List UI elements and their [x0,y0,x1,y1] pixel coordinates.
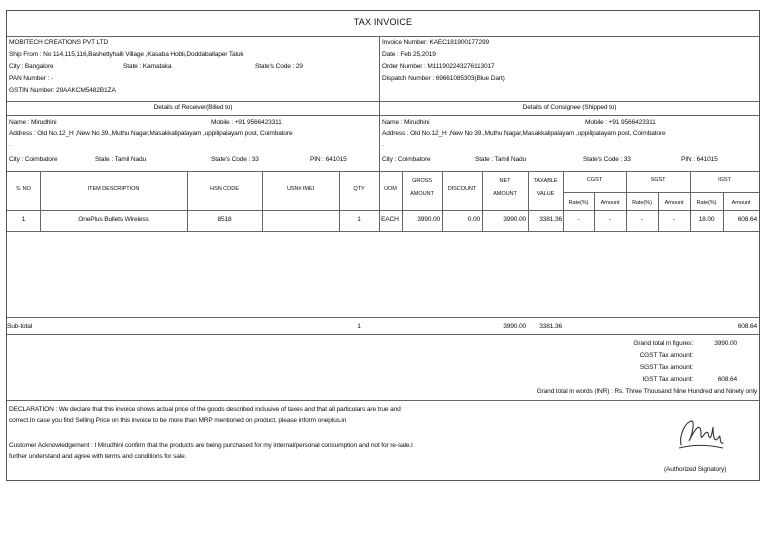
col-gross-2: AMOUNT [410,191,434,197]
row-cgst-rate: - [577,216,580,223]
seller-gstin: GSTIN Number: 29AAKCM5482B1ZA [9,87,116,94]
col-igst-rate: Rate(%) [696,200,717,206]
col-cgst-amount: Amount [600,200,620,206]
receiver-state-code: State's Code : 33 [211,156,259,163]
subtotal-net: 3990.00 [503,323,526,330]
declaration-line-1: DECLARATION : We declare that this invoice shows actual price of the goods described inclusive of taxes and that all particulars are true and [9,406,401,413]
consignee-pin: PIN : 641015 [681,156,718,163]
consignee-address: Address : Old No.12_H ,New No 39.,Muthu Nagar,Masakkalipalayam ,uppilipalayam post, Coimbatore [382,130,666,137]
seller-city: City : Bangalore [9,63,54,70]
receiver-mobile: Mobile : +91 9566423311 [211,119,282,126]
signature-image [675,415,727,453]
receiver-address: Address : Old No.12_H ,New No 39.,Muthu Nagar,Masakkalipalayam ,uppilipalayam post, Coimbatore [9,130,293,137]
col-igst: IGST [718,177,731,183]
consignee-city: City : Coimbatore [382,156,431,163]
row-igst-rate: 18.00 [698,216,715,223]
subtotal-label: Sub-total [7,323,33,330]
row-qty: 1 [357,216,361,223]
grand-total-words: Grand total in words (INR) : Rs. Three Thousand Nine Hundred and Ninety only [536,388,757,395]
col-cgst-rate: Rate(%) [568,200,589,206]
row-taxable: 3381.36 [539,216,562,223]
declaration-line-2: correct.In case you find Selling Price on this invoice to be more than MRP mentioned on product, please inform oneplus.in [9,417,347,424]
col-gross-1: GROSS [412,178,432,184]
consignee-name: Name : Mirudhini [382,119,430,126]
col-sno: S. NO [16,186,31,192]
igst-total: 608.64 [717,376,737,383]
col-taxable-1: TAXABLE [533,178,558,184]
invoice-number: Invoice Number: KAEC181900177299 [382,39,490,46]
authorized-signatory: (Authorized Signatory) [664,466,727,473]
row-uom: EACH [381,216,399,223]
consignee-address-cont: . [382,141,384,148]
invoice-sheet [6,10,760,481]
seller-pan: PAN Number : - [9,75,53,82]
row-sgst-amount: - [672,216,676,223]
col-net-2: AMOUNT [493,191,517,197]
col-sgst-amount: Amount [664,200,684,206]
col-hsn: HSN CODE [210,186,239,192]
receiver-heading: Details of Receiver(Billed to) [153,104,233,111]
dispatch-number: Dispatch Number : 69661085303(Blue Dart) [382,75,505,82]
invoice-title: TAX INVOICE [353,17,413,27]
row-net: 3990.00 [503,216,526,223]
col-sgst-rate: Rate(%) [632,200,652,206]
acknowledgement-line-2: further understand and agree with terms and conditions for sale. [9,453,187,460]
acknowledgement-line-1: Customer Acknowledgement : I Mirudhini confirm that the products are being purchased for my internal/personal consumption and not for re-sale.I [9,442,413,449]
seller-state-code: State's Code : 29 [255,63,303,70]
consignee-state-code: State's Code : 33 [583,156,631,163]
seller-state: State : Karnataka [123,63,172,70]
seller-name: MOBITECH CREATIONS PVT LTD [9,39,109,46]
subtotal-qty: 1 [357,323,361,330]
receiver-city: City : Coimbatore [9,156,58,163]
row-cgst-amount: - [608,216,612,223]
col-taxable-2: VALUE [536,191,555,197]
row-igst-amount: 608.64 [737,216,757,223]
grand-total-figures: 3990.00 [714,340,737,347]
seller-ship-from: Ship From : No 114,115,116,Bashettyhalli Village ,Kasaba Hobli,Doddaballaper Taluk [9,51,244,58]
col-uom: UOM [384,186,397,192]
row-item: OnePlus Bullets Wireless [78,216,149,223]
row-hsn: 8518 [217,216,232,223]
receiver-name: Name : Mirudhini [9,119,57,126]
col-sgst: SGST [650,177,666,183]
col-net-1: NET [499,178,511,184]
col-qty: QTY [353,186,365,192]
grand-total-figures-label: Grand total in figures: [633,340,693,347]
consignee-state: State : Tamil Nadu [475,156,527,163]
sgst-total-label: SGST Tax amount: [639,364,693,371]
consignee-mobile: Mobile : +91 9566423311 [585,119,656,126]
order-number: Order Number : M111902243276113017 [382,63,495,70]
receiver-pin: PIN : 641015 [310,156,347,163]
receiver-state: State : Tamil Nadu [95,156,147,163]
row-sgst-rate: - [640,216,644,223]
row-gross: 3990.00 [417,216,440,223]
cgst-total-label: CGST Tax amount: [639,352,693,359]
subtotal-taxable: 3381.36 [539,323,562,330]
col-cgst: CGST [586,177,603,183]
col-usn: USN# IMEI [286,186,315,192]
subtotal-igst: 608.64 [737,323,757,330]
col-igst-amount: Amount [731,200,751,206]
col-discount: DISCOUNT [447,186,477,192]
consignee-heading: Details of Consignee (Shipped to) [522,104,617,111]
invoice-date: Date : Feb 25,2019 [382,51,436,58]
row-sno: 1 [21,216,26,223]
col-item: ITEM DESCRIPTION [87,186,140,192]
igst-total-label: IGST Tax amount: [642,376,693,383]
receiver-address-cont: . [9,141,11,148]
row-discount: 0.00 [467,216,480,223]
